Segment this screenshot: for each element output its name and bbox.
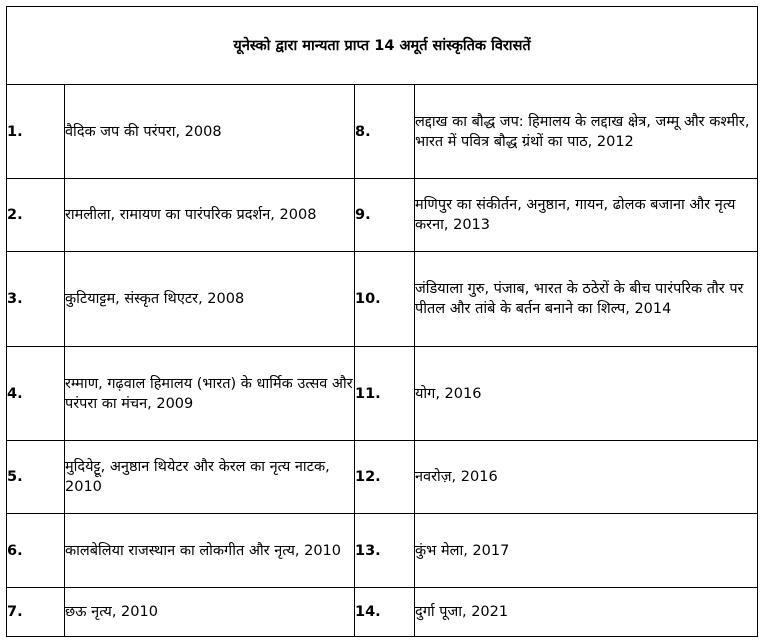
heritage-entry: जंडियाला गुरु, पंजाब, भारत के ठठेरों के बीच पारंपरिक तौर पर पीतल और तांबे के बर्तन बनाने का शिल्प, 2014 [415,252,758,347]
heritage-entry: मुदियेट्टू, अनुष्ठान थियेटर और केरल का नृत्य नाटक, 2010 [65,441,355,514]
row-number: 6. [7,514,65,588]
heritage-entry: रम्माण, गढ़वाल हिमालय (भारत) के धार्मिक उत्सव और परंपरा का मंचन, 2009 [65,347,355,441]
table-title: यूनेस्को द्वारा मान्यता प्राप्त 14 अमूर्त सांस्कृतिक विरासतें [7,7,758,85]
row-number: 13. [355,514,415,588]
heritage-entry: लद्दाख का बौद्ध जप: हिमालय के लद्दाख क्षेत्र, जम्मू और कश्मीर, भारत में पवित्र बौद्ध ग्रंथों का पाठ, 2012 [415,85,758,179]
row-number: 4. [7,347,65,441]
row-number: 14. [355,588,415,637]
row-number: 12. [355,441,415,514]
table-row [7,85,758,179]
row-number: 1. [7,85,65,179]
row-number: 10. [355,252,415,347]
table-row [7,441,758,514]
heritage-entry: योग, 2016 [415,347,758,441]
row-number: 5. [7,441,65,514]
row-number: 8. [355,85,415,179]
heritage-entry: छऊ नृत्य, 2010 [65,588,355,637]
row-number: 3. [7,252,65,347]
heritage-entry: मणिपुर का संकीर्तन, अनुष्ठान, गायन, ढोलक बजाना और नृत्य करना, 2013 [415,179,758,252]
heritage-entry: नवरोज़, 2016 [415,441,758,514]
row-number: 9. [355,179,415,252]
table-row [7,347,758,441]
heritage-entry: कालबेलिया राजस्थान का लोकगीत और नृत्य, 2010 [65,514,355,588]
heritage-entry: रामलीला, रामायण का पारंपरिक प्रदर्शन, 2008 [65,179,355,252]
table-row [7,252,758,347]
title-row [7,7,758,85]
heritage-entry: कुंभ मेला, 2017 [415,514,758,588]
heritage-entry: कुटियाट्टम, संस्कृत थिएटर, 2008 [65,252,355,347]
table-row [7,514,758,588]
table-row [7,179,758,252]
heritage-entry: दुर्गा पूजा, 2021 [415,588,758,637]
row-number: 2. [7,179,65,252]
row-number: 11. [355,347,415,441]
table-row [7,588,758,637]
row-number: 7. [7,588,65,637]
heritage-entry: वैदिक जप की परंपरा, 2008 [65,85,355,179]
heritage-table [6,6,758,637]
